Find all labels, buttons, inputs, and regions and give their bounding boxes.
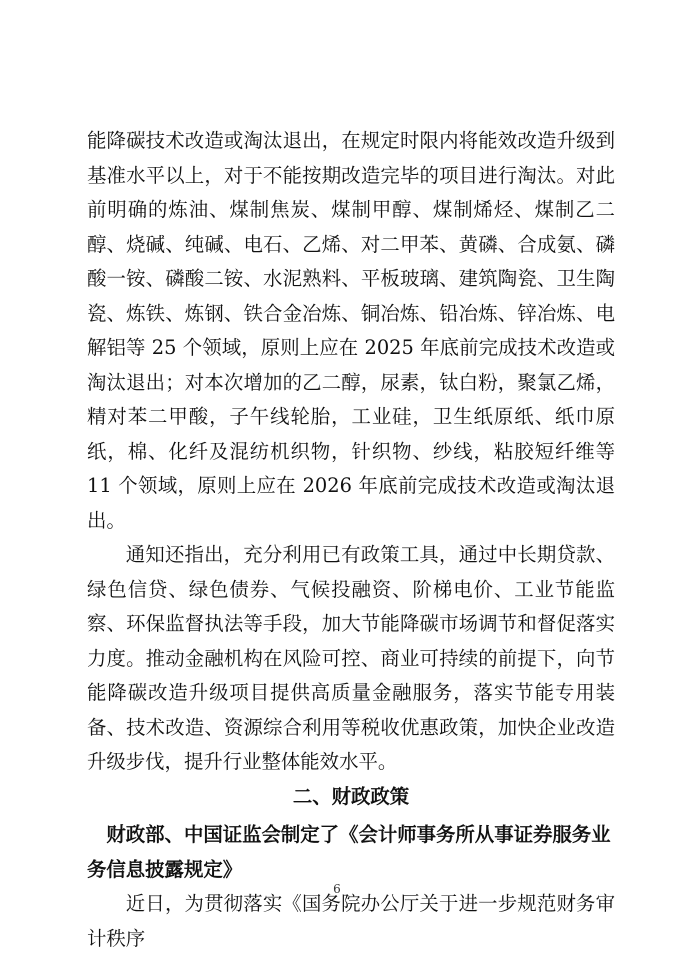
document-body [87, 124, 615, 956]
section-heading: 二、财政政策 [292, 784, 410, 808]
news-title: 财政部、中国证监会制定了《会计师事务所从事证券服务业务信息披露规定》 [87, 823, 611, 881]
body-paragraph-continued: 能降碳技术改造或淘汰退出，在规定时限内将能效改造升级到基准水平以上，对于不能按期改造完毕的项目进行淘汰。对此前明确的炼油、煤制焦炭、煤制甲醇、煤制烯烃、煤制乙二醇、烧碱、纯碱、电石、乙烯、对二甲苯、黄磷、合成氨、磷酸一铵、磷酸二铵、水泥熟料、平板玻璃、建筑陶瓷、卫生陶瓷、炼铁、炼钢、铁合金冶炼、铜冶炼、铅冶炼、锌冶炼、电解铝等 25 个领域，原则上应在 2025 年底前完成技术改造或淘汰退出；对本次增加的乙二醇，尿素，钛白粉，聚氯乙烯，精对苯二甲酸，子午线轮胎，工业硅，卫生纸原纸、纸巾原纸，棉、化纤及混纺机织物，针织物、纱线，粘胶短纤维等 11 个领域，原则上应在 2026 年底前完成技术改造或淘汰退出。 [87, 129, 615, 532]
body-paragraph-recent: 近日，为贯彻落实《国务院办公厅关于进一步规范财务审计秩序 [87, 892, 615, 950]
page-number: 6 [333, 882, 341, 896]
body-paragraph-notice: 通知还指出，充分利用已有政策工具，通过中长期贷款、绿色信贷、绿色债券、气候投融资、阶梯电价、工业节能监察、环保监督执法等手段，加大节能降碳市场调节和督促落实力度。推动金融机构在风险可控、商业可持续的前提下，向节能降碳改造升级项目提供高质量金融服务，落实节能专用装备、技术改造、资源综合利用等税收优惠政策，加快企业改造升级步伐，提升行业整体能效水平。 [87, 543, 615, 773]
